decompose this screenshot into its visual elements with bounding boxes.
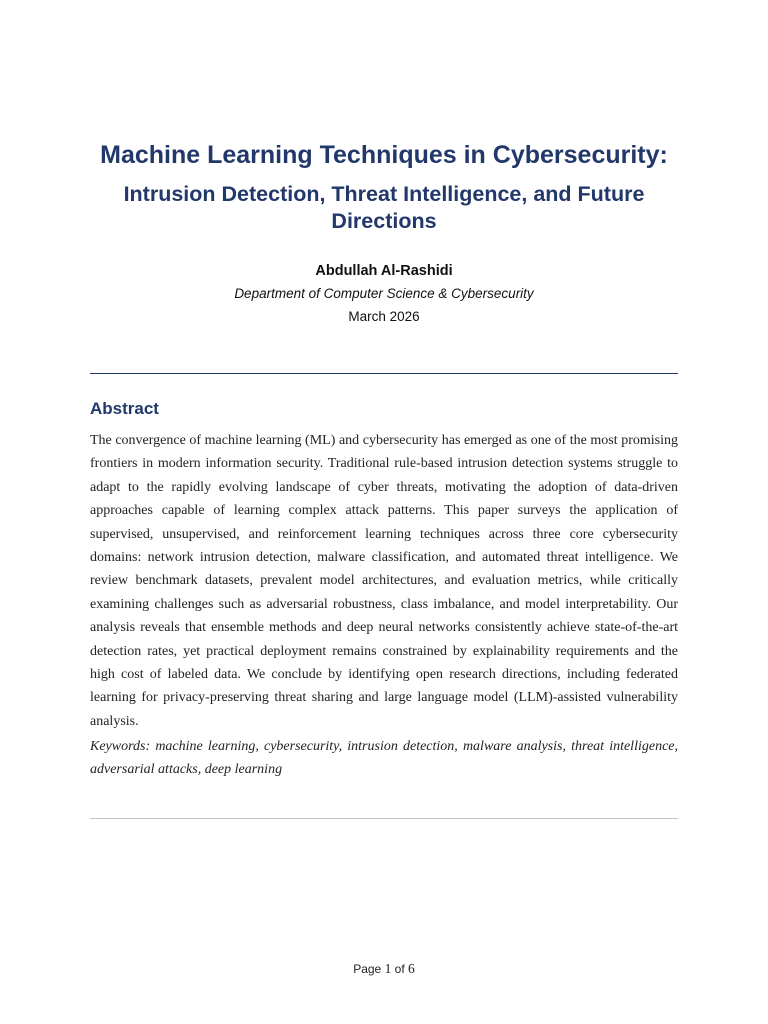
header-divider bbox=[90, 373, 678, 374]
keywords-list: machine learning, cybersecurity, intrusion detection, malware analysis, threat intelligence, adversarial attacks, deep learning bbox=[90, 739, 678, 777]
paper-title: Machine Learning Techniques in Cybersecurity: bbox=[100, 141, 668, 169]
of-word: of bbox=[394, 962, 405, 976]
author-name: Abdullah Al-Rashidi bbox=[315, 263, 453, 279]
page-footer bbox=[0, 960, 768, 978]
keywords: Keywords: machine learning, cybersecurity, intrusion detection, malware analysis, threat intelligence, adversarial attacks, deep learning bbox=[90, 739, 678, 777]
publication-date: March 2026 bbox=[348, 309, 420, 324]
current-page-number: 1 bbox=[384, 961, 392, 976]
section-divider bbox=[90, 818, 678, 819]
total-page-count: 6 bbox=[408, 961, 415, 976]
keywords-label: Keywords bbox=[90, 739, 146, 754]
abstract-heading: Abstract bbox=[90, 399, 159, 418]
author-affiliation: Department of Computer Science & Cybersecurity bbox=[234, 286, 534, 301]
page-word: Page bbox=[353, 962, 382, 976]
abstract-body: The convergence of machine learning (ML) and cybersecurity has emerged as one of the most promising frontiers in modern information security. Traditional rule-based intrusion detection systems struggle to adapt to the rapidly evolving landscape of cyber threats, motivating the adoption of data-driven approaches capable of learning complex attack patterns. This paper surveys the application of supervised, unsupervised, and reinforcement learning techniques across three core cybersecurity domains: network intrusion detection, malware classification, and automated threat intelligence. We review benchmark datasets, prevalent model architectures, and evaluation metrics, while critically examining challenges such as adversarial robustness, class imbalance, and model interpretability. Our analysis reveals that ensemble methods and deep neural networks consistently achieve state-of-the-art detection rates, yet practical deployment remains constrained by explainability requirements and the high cost of labeled data. We conclude by identifying open research directions, including federated learning for privacy-preserving threat sharing and large language model (LLM)-assisted vulnerability analysis. bbox=[90, 433, 678, 729]
paper-subtitle: Intrusion Detection, Threat Intelligence, and Future Directions bbox=[123, 182, 645, 233]
